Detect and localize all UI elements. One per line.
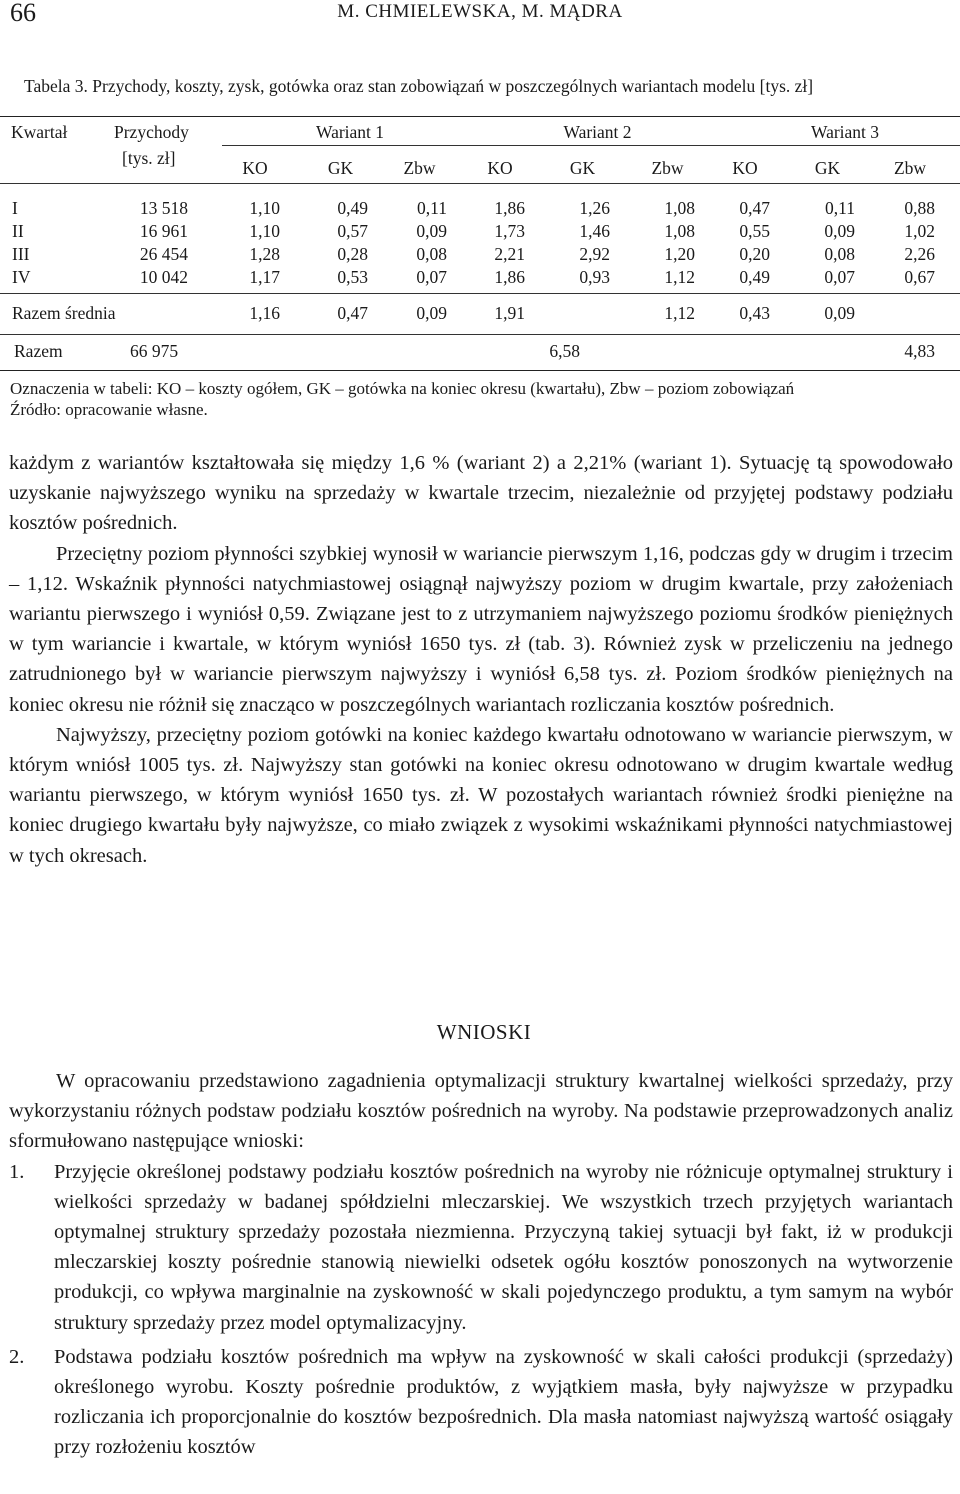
- table-cell: 0,07: [416, 267, 447, 287]
- header-wariant-3: Wariant 3: [810, 122, 880, 142]
- srednia-label: Razem średnia: [12, 303, 116, 323]
- table-cell: 0,55: [739, 221, 770, 241]
- subheader-2: Zbw: [403, 158, 436, 178]
- table-cell: 0,49: [739, 267, 770, 287]
- table-cell: 0,07: [824, 267, 855, 287]
- page-header: [0, 0, 960, 40]
- table-cell: 0,09: [824, 221, 855, 241]
- table-cell: 0,67: [904, 267, 935, 287]
- conclusion-text: Przyjęcie określonej podstawy podziału kosztów pośrednich na wyroby nie różnicuje optymalnej struktury i wielkości sprzedaży w badanej spółdzielni mleczarskiej. We wszystkich trzech przyjętych wariantach optymalnej struktury sprzedaży pozostała niezmienna. Przyczyną takiej sytuacji był fakt, iż w produkcji mleczarskiej koszty pośrednie stanowią niewielki odsetek ogółu kosztów ponoszonych na wytworzenie produkcji, co wpływa marginalnie na zyskowność w skali pojedynczego produktu, a tym samym na wybór struktury sprzedaży przez model optymalizacyjny.: [54, 1160, 953, 1334]
- table-source: Źródło: opracowanie własne.: [10, 400, 208, 419]
- table-cell: 0,49: [337, 198, 368, 218]
- paragraph: Najwyższy, przeciętny poziom gotówki na koniec każdego kwartału odnotowano w wariancie pierwszym, w którym wniósł 1005 tys. zł. Najwyższy stan gotówki na koniec okresu odnotowano w drugim kwartale według wariantu pierwszego, w którym wyniósł 1650 tys. zł. W pozostałych wariantach również środki pieniężne na koniec drugiego kwartału były najwyższe, co miało związek z wysokimi wskaźnikami płynności natychmiastowej w tych okresach.: [9, 723, 953, 867]
- subheader-7: GK: [814, 158, 841, 178]
- row-przychody: 13 518: [139, 198, 188, 218]
- razem-przychody: 66 975: [130, 341, 179, 361]
- table-cell: 0,20: [739, 244, 770, 264]
- table-legend: Oznaczenia w tabeli: KO – koszty ogółem, GK – gotówka na koniec okresu (kwartału), Zbw – poziom zobowiązań: [10, 379, 795, 398]
- row-kwartal: II: [12, 221, 24, 241]
- body-text: [9, 448, 953, 871]
- table-cell: 2,21: [494, 244, 525, 264]
- rows-bottom-rule: [0, 293, 960, 294]
- conclusion-number: 1.: [9, 1160, 25, 1183]
- srednia-bottom-rule: [0, 334, 960, 335]
- table-cell: 0,08: [416, 244, 447, 264]
- srednia-cell: 0,09: [824, 303, 855, 323]
- table-notes: [10, 378, 794, 420]
- srednia-cell: 1,16: [249, 303, 280, 323]
- header-wariant-2: Wariant 2: [563, 122, 632, 142]
- table-cell: 0,57: [337, 221, 368, 241]
- variant-header-rule: [222, 145, 960, 146]
- table-cell: 2,92: [579, 244, 610, 264]
- table-cell: 0,88: [904, 198, 935, 218]
- conclusions-intro: W opracowaniu przedstawiono zagadnienia optymalizacji struktury kwartalnej wielkości sprzedaży, przy wykorzystaniu różnych podstaw podziału kosztów pośrednich na wyroby. Na podstawie przeprowadzonych analiz sformułowano następujące wnioski:: [9, 1070, 953, 1153]
- table-cell: 1,10: [249, 221, 280, 241]
- conclusion-number: 2.: [9, 1345, 25, 1368]
- table-cell: 0,53: [337, 267, 368, 287]
- subheader-3: KO: [487, 158, 513, 178]
- srednia-cell: 1,12: [664, 303, 695, 323]
- subheader-6: KO: [732, 158, 758, 178]
- row-kwartal: IV: [12, 267, 31, 287]
- table-cell: 1,86: [494, 267, 525, 287]
- razem-label: Razem: [14, 341, 63, 361]
- table-cell: 1,46: [579, 221, 610, 241]
- srednia-cell: 1,91: [494, 303, 525, 323]
- conclusions-section: [9, 1066, 953, 1463]
- table-cell: 0,08: [824, 244, 855, 264]
- running-head: M. CHMIELEWSKA, M. MĄDRA: [337, 1, 623, 22]
- header-wariant-1: Wariant 1: [315, 122, 385, 142]
- srednia-cell: 0,43: [739, 303, 770, 323]
- subheader-8: Zbw: [893, 158, 927, 178]
- table-cell: 1,73: [494, 221, 525, 241]
- subheader-4: GK: [569, 158, 596, 178]
- table-top-rule: [0, 116, 960, 117]
- srednia-cell: 0,09: [416, 303, 447, 323]
- conclusion-text: Podstawa podziału kosztów pośrednich ma wpływ na zyskowność w skali całości produkcji (sprzedaży) określonego wyrobu. Koszty pośrednie produktów, z wyjątkiem masła, były najwyższe w przypadku rozliczania ich proporcjonalnie do kosztów bezpośrednich. Dla masła natomiast najwyższą wartość osiągały przy rozłożeniu kosztów: [54, 1345, 953, 1459]
- table-cell: 0,09: [416, 221, 447, 241]
- subheader-1: GK: [327, 158, 354, 178]
- header-bottom-rule: [0, 183, 960, 184]
- row-kwartal: I: [12, 198, 18, 218]
- table-cell: 0,28: [337, 244, 368, 264]
- page-number: 66: [10, 0, 36, 27]
- conclusions-list: [9, 1157, 953, 1463]
- row-przychody: 16 961: [139, 221, 188, 241]
- razem-wariant-2: 6,58: [549, 341, 580, 361]
- conclusion-item: [9, 1342, 953, 1463]
- subheader-5: Zbw: [651, 158, 684, 178]
- table-cell: 1,17: [249, 267, 280, 287]
- table-cell: 1,08: [664, 221, 695, 241]
- table-cell: 1,02: [904, 221, 935, 241]
- table-cell: 1,08: [664, 198, 695, 218]
- table-cell: 1,20: [664, 244, 695, 264]
- header-przychody: Przychody: [114, 122, 189, 142]
- razem-wariant-3: 4,83: [904, 341, 935, 361]
- paragraph: Przeciętny poziom płynności szybkiej wynosił w wariancie pierwszym 1,16, podczas gdy w drugim i trzecim – 1,12. Wskaźnik płynności natychmiastowej osiągnął najwyższy poziom w drugim kwartale, przy założeniach wariantu pierwszego i wyniósł 0,59. Związane jest to z utrzymaniem najwyższego poziomu środków pieniężnych w tym wariancie i kwartale, w którym wyniósł 1650 tys. zł (tab. 3). Również zysk w przeliczeniu na jednego zatrudnionego był w wariancie pierwszym najwyższy i wyniósł 6,58 tys. zł. Poziom środków pieniężnych na koniec okresu nie różnił się znacząco w poszczególnych wariantach rozliczania kosztów pośrednich.: [9, 542, 953, 716]
- table-caption: Tabela 3. Przychody, koszty, zysk, gotówka oraz stan zobowiązań w poszczególnych wariantach modelu [tys. zł]: [24, 76, 814, 96]
- table-cell: 0,11: [417, 198, 447, 218]
- table-cell: 1,28: [249, 244, 280, 264]
- row-przychody: 26 454: [139, 244, 188, 264]
- table-cell: 1,12: [664, 267, 695, 287]
- table-cell: 1,10: [249, 198, 280, 218]
- header-kwartal: Kwartał: [11, 122, 68, 142]
- section-title: WNIOSKI: [436, 1020, 532, 1044]
- srednia-cell: 0,47: [337, 303, 368, 323]
- table-cell: 0,11: [825, 198, 855, 218]
- header-przychody-unit: [tys. zł]: [122, 148, 176, 168]
- results-table: [0, 116, 960, 371]
- table-cell: 2,26: [904, 244, 935, 264]
- table-cell: 0,47: [739, 198, 770, 218]
- table-bottom-rule: [0, 370, 960, 371]
- conclusion-item: [9, 1157, 953, 1338]
- table-cell: 0,93: [579, 267, 610, 287]
- table-cell: 1,26: [579, 198, 610, 218]
- paragraph: każdym z wariantów kształtowała się między 1,6 % (wariant 2) a 2,21% (wariant 1). Sytuację tą spowodowało uzyskanie najwyższego wyniku na sprzedaży w kwartale trzecim, niezależnie od przyjętej podstawy podziału kosztów pośrednich.: [9, 452, 953, 535]
- subheader-0: KO: [242, 158, 268, 178]
- table-cell: 1,86: [494, 198, 525, 218]
- row-kwartal: III: [12, 244, 30, 264]
- row-przychody: 10 042: [139, 267, 188, 287]
